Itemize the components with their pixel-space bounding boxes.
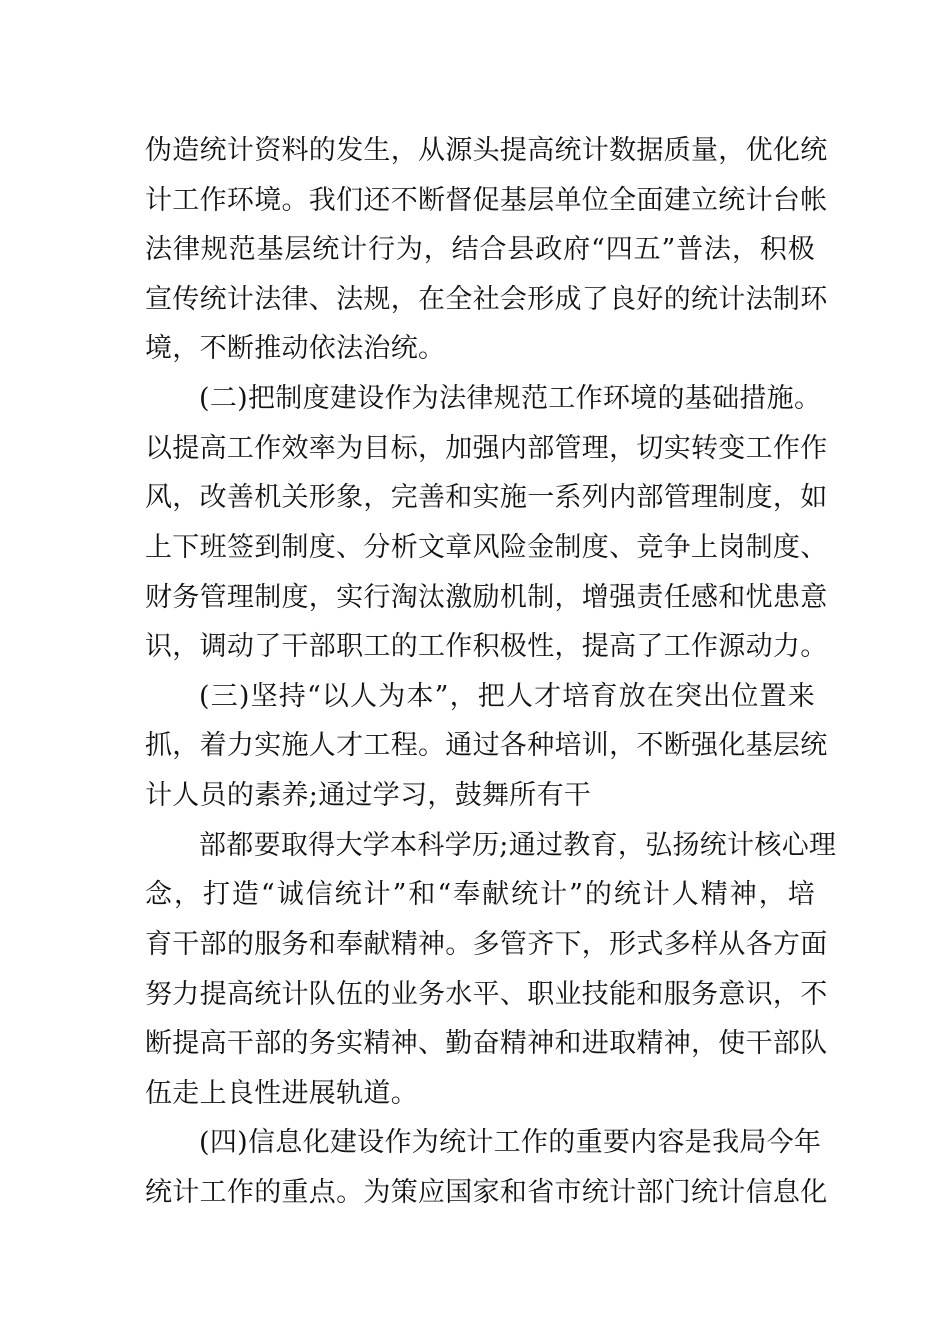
text-line: 计工作环境。我们还不断督促基层单位全面建立统计台帐	[145, 185, 828, 216]
section-heading-2: (二)把制度建设作为法律规范工作环境的基础措施。	[199, 383, 822, 414]
text-line: 法律规范基层统计行为，结合县政府“四五”普法，积极	[145, 234, 815, 265]
text-line: 育干部的服务和奉献精神。多管齐下，形式多样从各方面	[145, 929, 828, 960]
text-line: 努力提高统计队伍的业务水平、职业技能和服务意识，不	[145, 979, 828, 1010]
section-heading-3: (三)坚持“以人为本”，把人才培育放在突出位置来	[199, 681, 815, 712]
section-heading-4: (四)信息化建设作为统计工作的重要内容是我局今年	[199, 1127, 822, 1158]
text-line: 念，打造“诚信统计”和“奉献统计”的统计人精神，培	[145, 879, 815, 910]
text-line: 上下班签到制度、分析文章风险金制度、竞争上岗制度、	[145, 532, 828, 563]
text-line: 伪造统计资料的发生，从源头提高统计数据质量，优化统	[145, 135, 828, 166]
text-line: 宣传统计法律、法规，在全社会形成了良好的统计法制环	[145, 284, 828, 315]
text-line: 风，改善机关形象，完善和实施一系列内部管理制度，如	[145, 482, 828, 513]
text-line: 境，不断推动依法治统。	[145, 333, 446, 364]
text-line: 伍走上良性进展轨道。	[145, 1078, 418, 1109]
text-line: 计人员的素养;通过学习，鼓舞所有干	[145, 780, 592, 811]
text-line: 财务管理制度，实行淘汰激励机制，增强责任感和忧患意	[145, 582, 828, 613]
text-line: 部都要取得大学本科学历;通过教育，弘扬统计核心理	[199, 830, 837, 861]
text-line: 抓，着力实施人才工程。通过各种培训，不断强化基层统	[145, 730, 828, 761]
text-line: 识，调动了干部职工的工作积极性，提高了工作源动力。	[145, 631, 828, 662]
text-line: 以提高工作效率为目标，加强内部管理，切实转变工作作	[145, 433, 828, 464]
text-line: 断提高干部的务实精神、勤奋精神和进取精神，使干部队	[145, 1028, 828, 1059]
text-line: 统计工作的重点。为策应国家和省市统计部门统计信息化	[145, 1177, 828, 1208]
